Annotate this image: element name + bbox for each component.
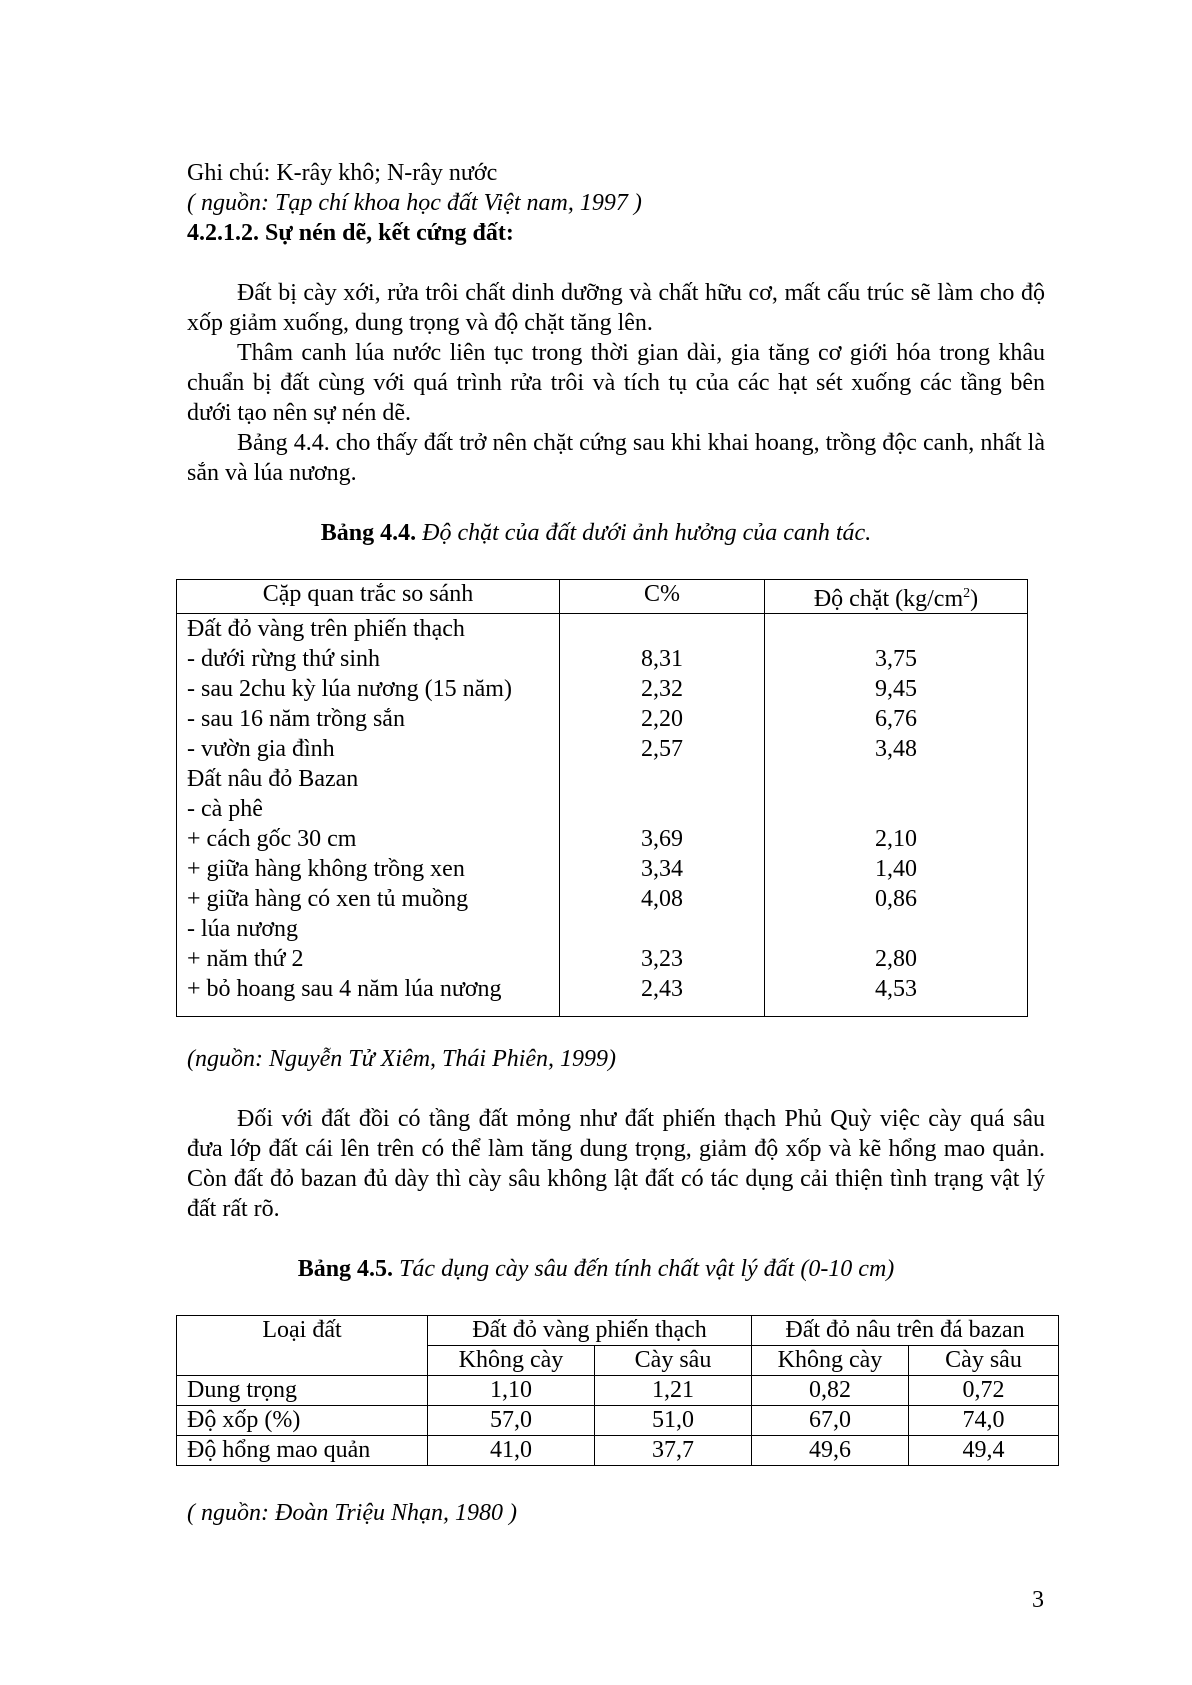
- table-header-row: [177, 1316, 1059, 1346]
- row-value: 3,48: [875, 736, 917, 762]
- row-value: [775, 764, 1017, 794]
- table-4-4-caption: [0, 518, 1192, 548]
- paragraph: Đất bị cày xới, rửa trôi chất dinh dưỡng và chất hữu cơ, mất cấu trúc sẽ làm cho độ xốp giảm xuống, dung trọng và độ chặt tăng lên.: [187, 280, 1045, 336]
- row-label: - lúa nương: [187, 916, 299, 942]
- caption-label: Bảng 4.5.: [297, 1256, 394, 1282]
- row-label: - dưới rừng thứ sinh: [187, 646, 381, 672]
- row-value: 1,40: [875, 856, 917, 882]
- header-cell: C%: [560, 580, 765, 614]
- paragraph: Bảng 4.4. cho thấy đất trở nên chặt cứng sau khi khai hoang, trồng độc canh, nhất là sắn và lúa nương.: [187, 430, 1045, 486]
- cell-value: 0,72: [909, 1376, 1059, 1406]
- row-value: 4,08: [641, 886, 683, 912]
- page-number: 3: [1032, 1587, 1044, 1613]
- row-value: 4,53: [875, 976, 917, 1002]
- row-label: + năm thứ 2: [187, 946, 304, 972]
- row-value: 0,86: [875, 886, 917, 912]
- row-value: 2,80: [875, 946, 917, 972]
- cell-value: 57,0: [428, 1406, 595, 1436]
- table-body: [177, 614, 1028, 1017]
- paragraph: Thâm canh lúa nước liên tục trong thời gian dài, gia tăng cơ giới hóa trong khâu chuẩn bị đất cùng với quá trình rửa trôi và tích tụ của các hạt sét xuống các tầng bên dưới tạo nên sự nén dẽ.: [187, 340, 1045, 426]
- group-header: Đất đỏ vàng phiến thạch: [428, 1316, 752, 1346]
- header-cell: Loại đất: [177, 1316, 428, 1376]
- row-label: + bỏ hoang sau 4 năm lúa nương: [187, 976, 502, 1002]
- compaction-column: [765, 614, 1028, 1017]
- row-label: + giữa hàng không trồng xen: [187, 856, 465, 882]
- table-row: [177, 1436, 1059, 1466]
- source-1-text: ( nguồn: Tạp chí khoa học đất Việt nam, 1997 ): [187, 190, 642, 216]
- header-text: Độ chặt (kg/cm: [813, 586, 964, 612]
- source-3-text: ( nguồn: Đoàn Triệu Nhạn, 1980 ): [187, 1500, 517, 1526]
- source-1: [187, 188, 642, 218]
- c-percent-column: [560, 614, 765, 1017]
- row-value: [570, 794, 754, 824]
- row-value: 2,43: [641, 976, 683, 1002]
- cell-value: 37,7: [595, 1436, 752, 1466]
- table-4-5-caption: [0, 1254, 1192, 1284]
- table-header-row: [177, 580, 1028, 614]
- subheader-cell: Cày sâu: [909, 1346, 1059, 1376]
- table-row: [177, 1406, 1059, 1436]
- section-heading: [187, 218, 514, 248]
- row-value: [775, 614, 1017, 644]
- subheader-cell: Không cày: [752, 1346, 909, 1376]
- source-3: [187, 1498, 517, 1528]
- row-value: [775, 794, 1017, 824]
- cell-value: 74,0: [909, 1406, 1059, 1436]
- cell-value: 1,21: [595, 1376, 752, 1406]
- row-value: [570, 764, 754, 794]
- table-row: [177, 1376, 1059, 1406]
- source-2-text: (nguồn: Nguyễn Tử Xiêm, Thái Phiên, 1999): [187, 1046, 617, 1072]
- row-value: 3,75: [875, 646, 917, 672]
- group-header: Đất đỏ nâu trên đá bazan: [752, 1316, 1059, 1346]
- row-label: - sau 2chu kỳ lúa nương (15 năm): [187, 676, 512, 702]
- superscript: 2: [963, 586, 971, 601]
- note: Ghi chú: K-rây khô; N-rây nước: [187, 160, 498, 186]
- header-cell: Cặp quan trắc so sánh: [177, 580, 560, 614]
- cell-value: 0,82: [752, 1376, 909, 1406]
- subheader-cell: Cày sâu: [595, 1346, 752, 1376]
- row-value: 2,57: [641, 736, 683, 762]
- row-label: + cách gốc 30 cm: [187, 826, 357, 852]
- row-value: 9,45: [875, 676, 917, 702]
- table-4-5: [176, 1315, 1059, 1466]
- row-value: 3,34: [641, 856, 683, 882]
- row-value: [775, 914, 1017, 944]
- cell-value: 1,10: [428, 1376, 595, 1406]
- source-2: [187, 1044, 616, 1074]
- row-label: Độ xốp (%): [177, 1406, 428, 1436]
- row-label: - sau 16 năm trồng sắn: [187, 706, 405, 732]
- row-label: Đất nâu đỏ Bazan: [187, 766, 359, 792]
- cell-value: 49,4: [909, 1436, 1059, 1466]
- row-value: [570, 914, 754, 944]
- row-value: 8,31: [641, 646, 683, 672]
- row-value: 2,20: [641, 706, 683, 732]
- row-value: 6,76: [875, 706, 917, 732]
- cell-value: 41,0: [428, 1436, 595, 1466]
- row-value: 3,23: [641, 946, 683, 972]
- subheader-cell: Không cày: [428, 1346, 595, 1376]
- label-column: [177, 614, 560, 1017]
- header-text: ): [970, 586, 979, 612]
- row-value: 2,32: [641, 676, 683, 702]
- row-value: [570, 614, 754, 644]
- row-value: 3,69: [641, 826, 683, 852]
- paragraph: Đối với đất đồi có tầng đất mỏng như đất phiến thạch Phủ Quỳ việc cày quá sâu đưa lớp đất cái lên trên có thể làm tăng dung trọng, giảm độ xốp và kẽ hổng mao quản. Còn đất đỏ bazan đủ dày thì cày sâu không lật đất có tác dụng cải thiện tình trạng vật lý đất rất rõ.: [187, 1106, 1045, 1222]
- paragraph-group-2: [187, 1104, 1045, 1224]
- row-value: 2,10: [875, 826, 917, 852]
- paragraph-group-1: [187, 278, 1045, 488]
- cell-value: 49,6: [752, 1436, 909, 1466]
- caption-text: Độ chặt của đất dưới ảnh hưởng của canh tác.: [422, 520, 872, 546]
- cell-value: 67,0: [752, 1406, 909, 1436]
- heading-text: 4.2.1.2. Sự nén dẽ, kết cứng đất:: [187, 220, 514, 246]
- row-label: Độ hổng mao quản: [177, 1436, 428, 1466]
- row-label: - vườn gia đình: [187, 736, 335, 762]
- row-label: Đất đỏ vàng trên phiến thạch: [187, 616, 465, 642]
- row-label: - cà phê: [187, 796, 263, 822]
- caption-text: Tác dụng cày sâu đến tính chất vật lý đất (0-10 cm): [399, 1256, 895, 1282]
- row-label: + giữa hàng có xen tủ muồng: [187, 886, 469, 912]
- cell-value: 51,0: [595, 1406, 752, 1436]
- row-label: Dung trọng: [177, 1376, 428, 1406]
- header-cell: [765, 580, 1028, 614]
- table-4-4: [176, 579, 1028, 1017]
- caption-label: Bảng 4.4.: [320, 520, 417, 546]
